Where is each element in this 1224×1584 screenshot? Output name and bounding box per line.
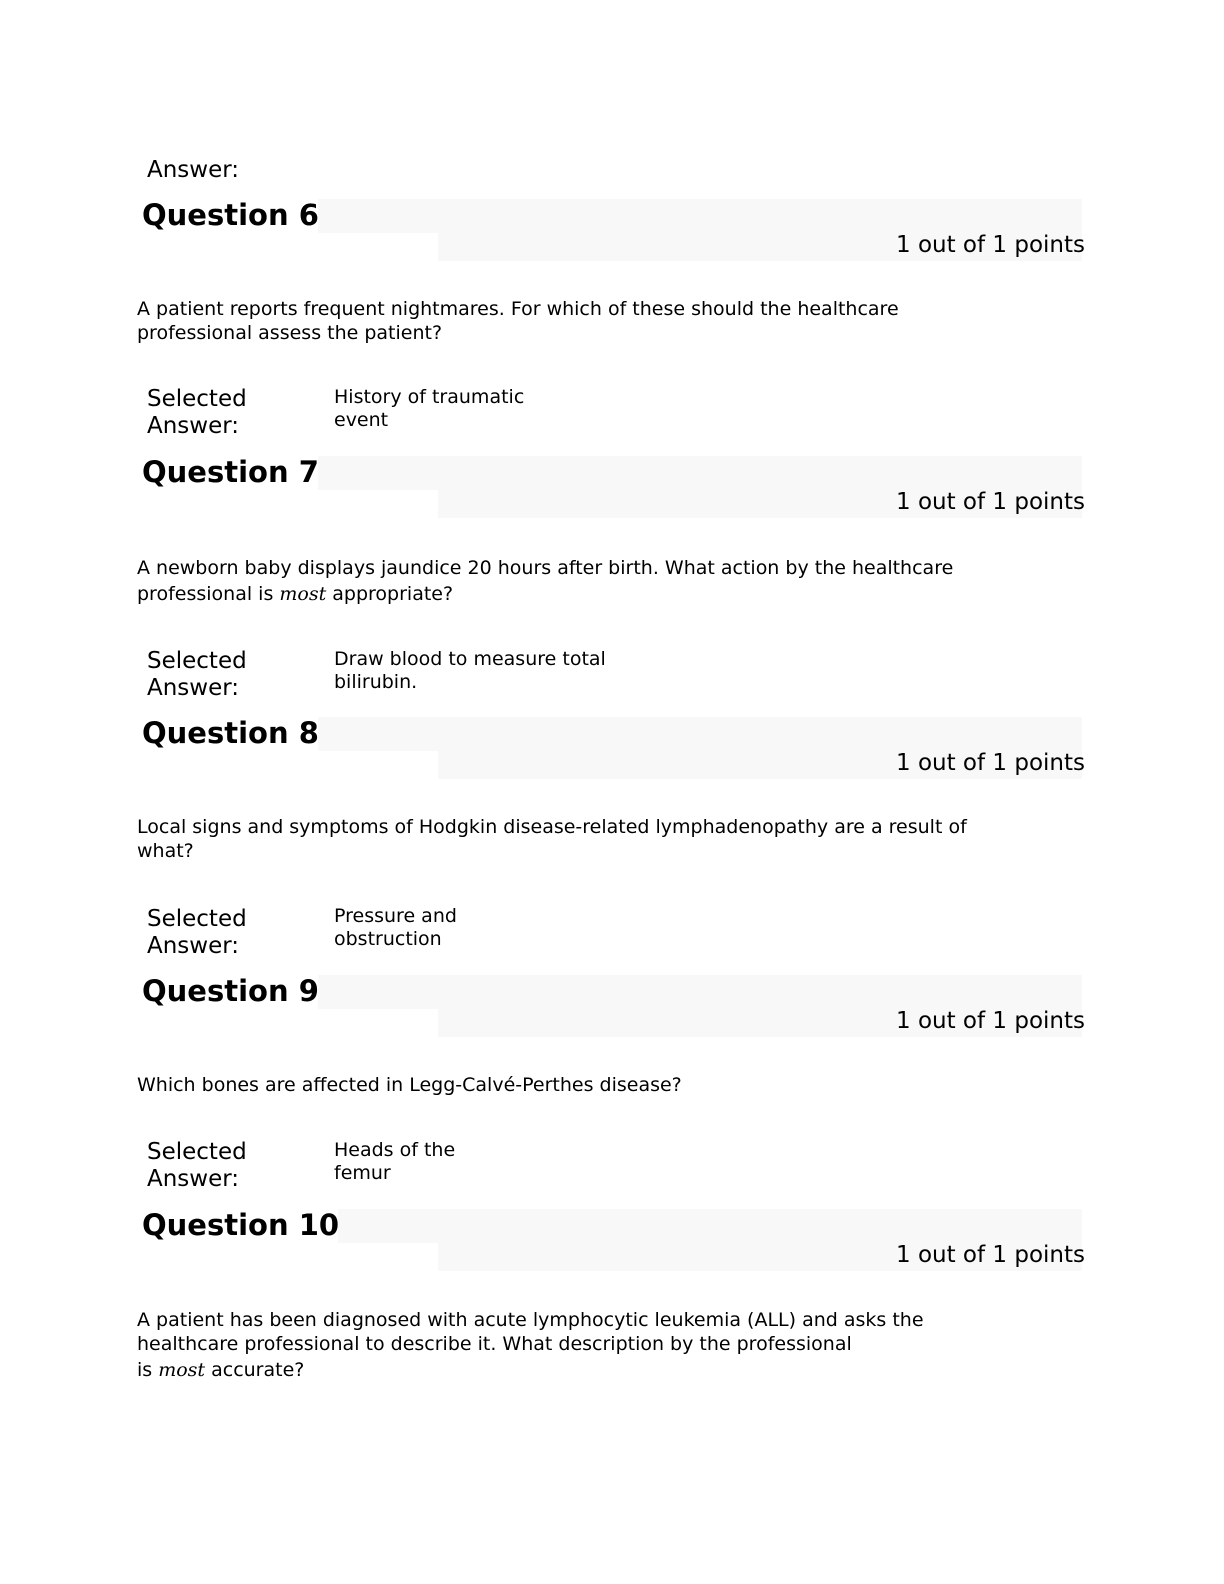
question-header-band — [318, 199, 1082, 233]
question-text-line: A patient has been diagnosed with acute lymphocytic leukemia (ALL) and asks the — [137, 1309, 924, 1331]
previous-answer-label: Answer: — [147, 157, 240, 183]
emphasis-text: most — [279, 583, 327, 605]
question-text — [137, 555, 1017, 607]
question-points: 1 out of 1 points — [896, 232, 1085, 258]
question-text-line: A newborn baby displays jaundice 20 hours after birth. What action by the healthcare — [137, 557, 954, 579]
selected-answer-label — [147, 1139, 287, 1193]
selected-label-line: Selected — [147, 648, 247, 674]
question-points: 1 out of 1 points — [896, 750, 1085, 776]
question-text-line — [137, 1358, 1017, 1382]
question-header-band — [318, 717, 1082, 751]
emphasis-text: most — [158, 1359, 206, 1381]
question-text-line: professional assess the patient? — [137, 322, 443, 344]
question-title: Question 6 — [142, 198, 319, 232]
question-title: Question 8 — [142, 716, 319, 750]
text-fragment: appropriate? — [326, 583, 454, 605]
question-title: Question 9 — [142, 974, 319, 1008]
selected-label-line: Answer: — [147, 675, 240, 701]
question-text-line: what? — [137, 840, 194, 862]
selected-label-line: Selected — [147, 386, 247, 412]
question-points: 1 out of 1 points — [896, 1242, 1085, 1268]
selected-answer-value: Draw blood to measure total bilirubin. — [334, 648, 606, 693]
selected-answer-label — [147, 386, 287, 440]
question-text — [137, 297, 1017, 345]
selected-label-line: Selected — [147, 1139, 247, 1165]
question-points: 1 out of 1 points — [896, 1008, 1085, 1034]
question-text — [137, 1308, 1017, 1382]
selected-answer-value: Pressure and obstruction — [334, 905, 457, 950]
selected-label-line: Answer: — [147, 933, 240, 959]
selected-answer-label — [147, 648, 287, 702]
selected-answer-value: History of traumatic event — [334, 386, 525, 431]
question-text — [137, 815, 1017, 863]
question-text-line: Which bones are affected in Legg-Calvé-Perthes disease? — [137, 1074, 682, 1096]
selected-label-line: Selected — [147, 906, 247, 932]
question-header-band — [338, 1209, 1082, 1243]
text-fragment: professional is — [137, 583, 280, 605]
question-text-line: healthcare professional to describe it. What description by the professional — [137, 1333, 852, 1355]
question-text-line: Local signs and symptoms of Hodgkin disease-related lymphadenopathy are a result of — [137, 816, 967, 838]
selected-label-line: Answer: — [147, 413, 240, 439]
question-points: 1 out of 1 points — [896, 489, 1085, 515]
question-text-line: A patient reports frequent nightmares. For which of these should the healthcare — [137, 298, 899, 320]
selected-answer-value: Heads of the femur — [334, 1139, 456, 1184]
text-fragment: accurate? — [205, 1359, 305, 1381]
question-title: Question 10 — [142, 1208, 340, 1242]
selected-answer-label — [147, 906, 287, 960]
question-header-band — [318, 975, 1082, 1009]
text-fragment: is — [137, 1359, 159, 1381]
question-title: Question 7 — [142, 455, 319, 489]
question-text-line — [137, 581, 1017, 607]
question-header-band — [318, 456, 1082, 490]
selected-label-line: Answer: — [147, 1166, 240, 1192]
question-text — [137, 1073, 1017, 1097]
